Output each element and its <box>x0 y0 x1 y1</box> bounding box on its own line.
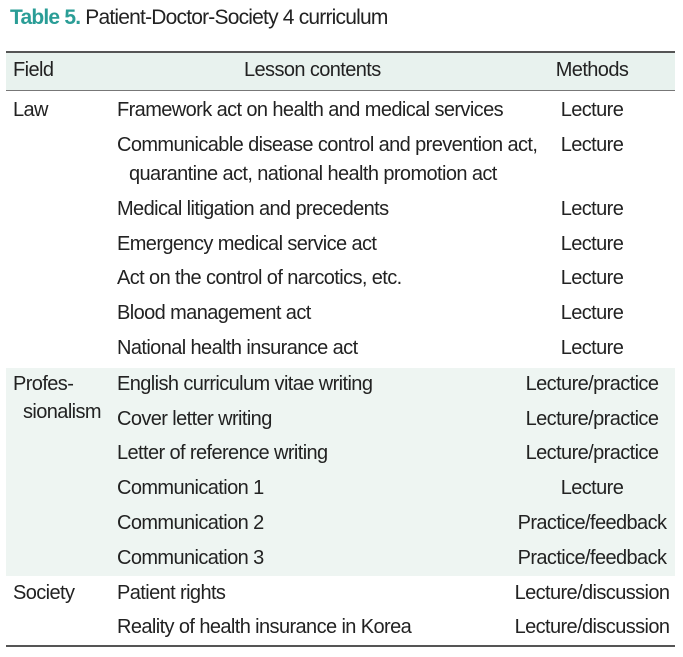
method-cell: Lecture/practice <box>525 373 659 395</box>
professionalism-band <box>6 368 675 576</box>
table-caption <box>10 6 388 30</box>
header-field: Field <box>13 59 54 81</box>
header-methods: Methods <box>555 59 629 81</box>
lesson-cell: Emergency medical service act <box>117 233 377 255</box>
top-rule <box>6 51 675 53</box>
method-cell: Lecture <box>560 134 624 156</box>
lesson-cell-continued: quarantine act, national health promotion act <box>129 163 497 185</box>
field-society: Society <box>13 582 75 604</box>
method-cell: Lecture <box>560 267 624 289</box>
table-title: Patient-Doctor-Society 4 curriculum <box>80 6 388 29</box>
method-cell: Lecture <box>560 198 624 220</box>
field-professionalism: Profes- <box>13 373 74 395</box>
field-law: Law <box>13 99 48 121</box>
method-cell: Lecture <box>560 233 624 255</box>
lesson-cell: Communication 2 <box>117 512 264 534</box>
header-lesson-contents: Lesson contents <box>244 59 381 81</box>
lesson-cell: National health insurance act <box>117 337 358 359</box>
method-cell: Practice/feedback <box>517 547 667 569</box>
lesson-cell: Patient rights <box>117 582 226 604</box>
lesson-cell: Cover letter writing <box>117 408 272 430</box>
header-rule <box>6 90 675 91</box>
lesson-cell: Framework act on health and medical services <box>117 99 504 121</box>
method-cell: Lecture <box>560 302 624 324</box>
lesson-cell: Medical litigation and precedents <box>117 198 389 220</box>
method-cell: Lecture <box>560 337 624 359</box>
table-number: Table 5. <box>10 6 81 29</box>
lesson-cell: Communication 1 <box>117 477 264 499</box>
field-professionalism-continued: sionalism <box>23 401 101 423</box>
lesson-cell: Blood management act <box>117 302 311 324</box>
method-cell: Lecture/discussion <box>514 582 670 604</box>
method-cell: Lecture/practice <box>525 408 659 430</box>
method-cell: Lecture/discussion <box>514 616 670 638</box>
lesson-cell: Reality of health insurance in Korea <box>117 616 412 638</box>
lesson-cell: Act on the control of narcotics, etc. <box>117 267 402 289</box>
bottom-rule <box>6 645 675 647</box>
lesson-cell: Communication 3 <box>117 547 264 569</box>
lesson-cell: Letter of reference writing <box>117 442 328 464</box>
method-cell: Lecture <box>560 477 624 499</box>
method-cell: Lecture <box>560 99 624 121</box>
lesson-cell: English curriculum vitae writing <box>117 373 373 395</box>
lesson-cell: Communicable disease control and prevention act, <box>117 134 538 156</box>
method-cell: Lecture/practice <box>525 442 659 464</box>
method-cell: Practice/feedback <box>517 512 667 534</box>
